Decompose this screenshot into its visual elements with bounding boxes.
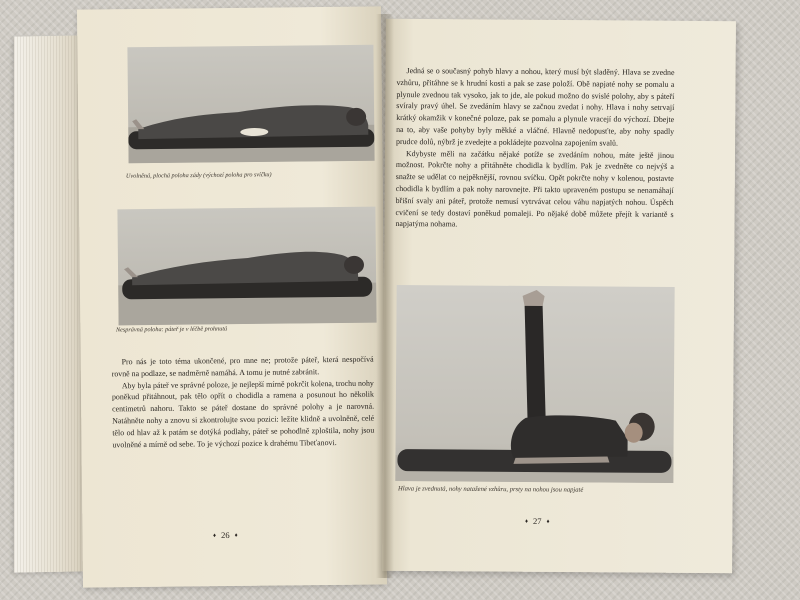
diamond-ornament-icon: ♦ <box>524 518 529 525</box>
page-number-left <box>208 530 243 540</box>
right-page-body-text <box>395 65 674 232</box>
paragraph: Aby byla páteř ve správné poloze, je nejlepší mírně pokrčit kolena, trochu nohy poněkud přitáhnout, pak tělo opřít o chodidla a ramena a posunout ho několik centimetrů nahoru. Takto se páteř dostane do správné polohy a je narovná. Natáhněte nohy a znovu si zkontrolujte svou pozici: ležíte klidně a uvolněně, celé tělo od hlav až k patám se dotýká podlahy, páteř se pohodlně zploštila, nohy jsou uvolněné a mírně od sebe. To je výchozí pozice k drahému Tibeťanovi. <box>111 378 375 449</box>
book-page-stack <box>14 35 84 572</box>
paragraph: Jedná se o současný pohyb hlavy a nohou, který musí být sladěný. Hlava se zvedne vzhůru, přitáhne se k hrudní kosti a pak se zase položí. Obě napjaté nohy se pomalu a plynule zvednou tak vysoko, jak to jde, ale pokud možno do svislé polohy, aby s páteří svíraly pravý úhel. Se zvedáním hlavy se začnou zvedat i nohy. Hlava i nohy setrvají krátký okamžik v konečné poloze, pak se pomalu a plynule vracejí do výchozí. Dbejte na to, aby vaše pohyby byly měkké a vláčné. Hlavně nedopusťte, aby nohy spadly prudce dolů, nýbrž je zvedejte a pokládejte pozvolna zapojením svalů. <box>396 66 675 148</box>
page-number-text: 26 <box>221 529 230 541</box>
page-number-text: 27 <box>533 515 542 527</box>
photo-legs-raised-pose <box>395 285 674 483</box>
photo-arched-pose <box>117 207 376 326</box>
diamond-ornament-icon: ♦ <box>212 533 217 540</box>
photo-caption: Nesprávná poloha: páteř je v léčbě prohnutá <box>115 325 228 334</box>
diamond-ornament-icon: ♦ <box>234 532 238 539</box>
diamond-ornament-icon: ♦ <box>546 519 550 526</box>
paragraph: Kdybyste měli na začátku nějaké potíže se zvedáním nohou, máte ještě jinou možnost. Pokrčte nohy a přitáhněte chodidla k bydlím. Pak je zvedněte co nejvýš a snažte se udělat co nejpěknější, rovnou svíčku. Opět pokrčte nohy v kolenou, postavte chodidla k bydlím a pak nohy narovnejte. Při takto upraveném postupu se nenamáhají břišní svaly ani páteř, protože nemusí vytrvávat celou váhu napjatých nohou. Úspěch cvičení se tedy dostaví poněkud pomaleji. Po nějaké době můžete přejít k variantě s napjatýma nohama. <box>395 148 674 229</box>
photo-caption: Hlava je zvednutá, nohy natažené vzhůru, prsty na nohou jsou napjaté <box>397 485 584 494</box>
paragraph: Pro nás je toto téma ukončené, pro mne ne; protože páteř, která nespočívá rovně na podlaze, se nadměrně namáhá. A tomu je nutné zabránit. <box>111 354 374 379</box>
left-page-body-text <box>112 354 375 451</box>
photo-caption: Uvolněná, plochá poloha zády (výchozí poloha pro svíčku) <box>125 171 272 180</box>
photo-flat-lying-pose <box>127 45 374 164</box>
page-number-right <box>520 516 555 526</box>
book-gutter <box>376 14 394 578</box>
